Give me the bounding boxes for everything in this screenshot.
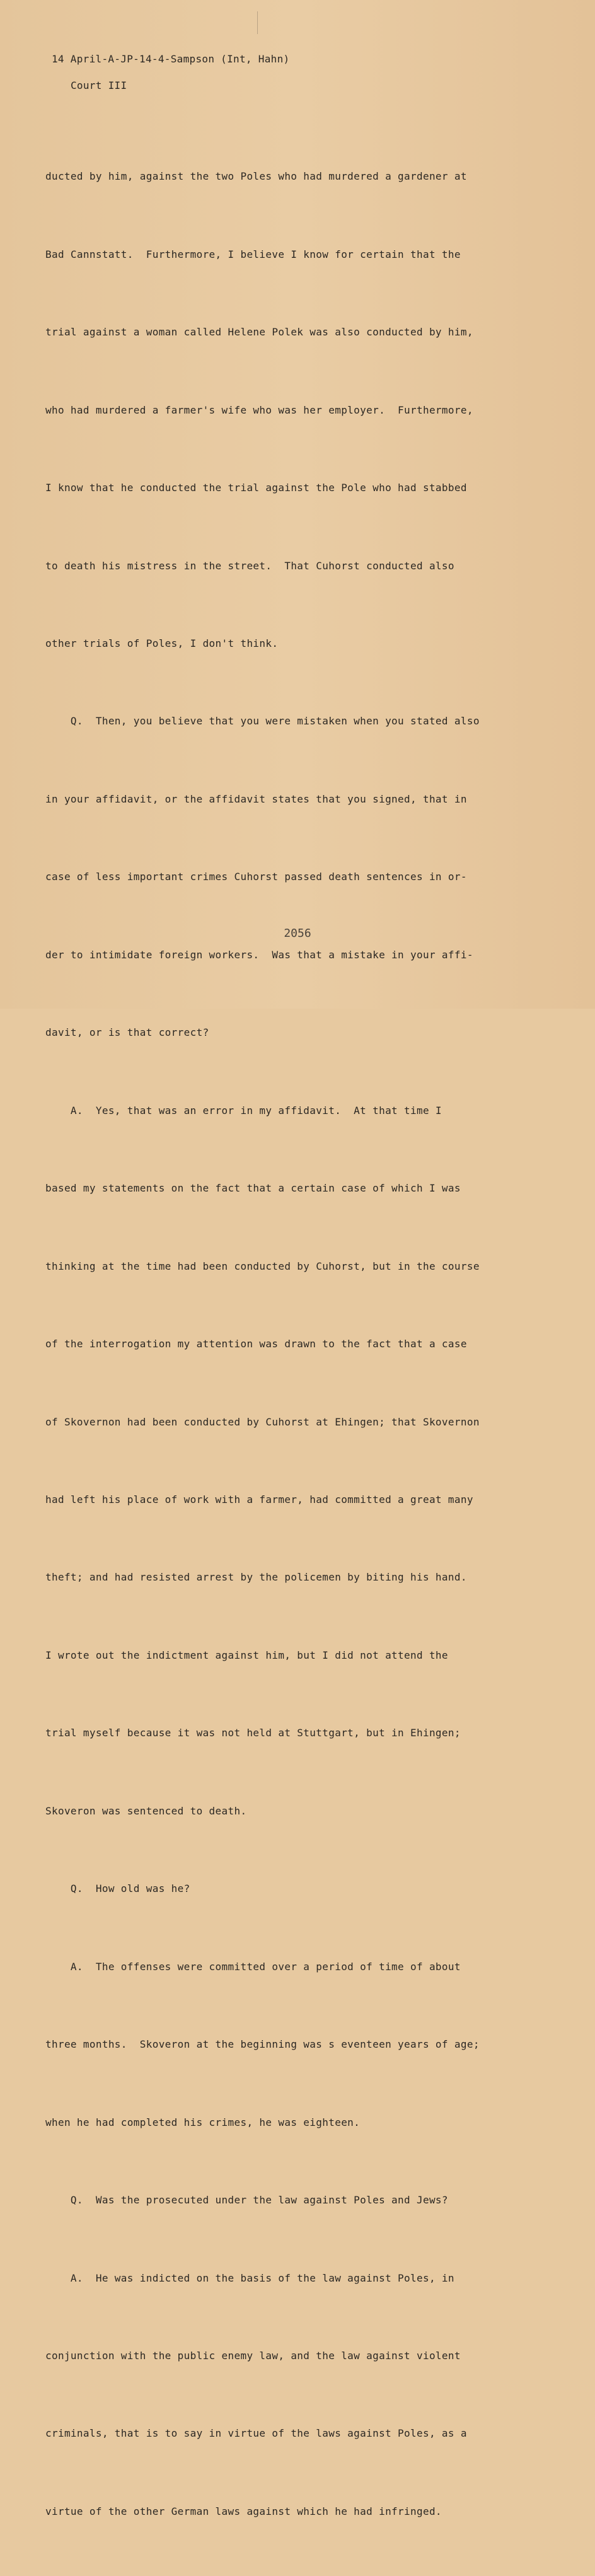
- document-header: 14 April-A-JP-14-4-Sampson (Int, Hahn): [52, 53, 290, 65]
- transcript-line: virtue of the other German laws against which he had infringed.: [45, 2505, 442, 2517]
- transcript-line: trial myself because it was not held at Stuttgart, but in Ehingen;: [45, 1727, 461, 1739]
- transcript-line: criminals, that is to say in virtue of the laws against Poles, as a: [45, 2427, 467, 2440]
- transcript-line: thinking at the time had been conducted by Cuhorst, but in the course: [45, 1260, 480, 1272]
- transcript-line: other trials of Poles, I don't think.: [45, 637, 279, 650]
- transcript-line: of the interrogation my attention was drawn to the fact that a case: [45, 1338, 467, 1350]
- transcript-line: Bad Cannstatt. Furthermore, I believe I know for certain that the: [45, 248, 461, 260]
- transcript-line: A. He was indicted on the basis of the law against Poles, in: [45, 2271, 454, 2284]
- transcript-line: I wrote out the indictment against him, but I did not attend the: [45, 1649, 448, 1661]
- transcript-line: A. Yes, that was an error in my affidavit. At that time I: [45, 1104, 442, 1117]
- transcript-line: had left his place of work with a farmer, had committed a great many: [45, 1494, 473, 1506]
- transcript-line: ducted by him, against the two Poles who had murdered a gardener at: [45, 170, 467, 183]
- court-label: Court III: [71, 79, 127, 91]
- transcript-line: davit, or is that correct?: [45, 1026, 209, 1039]
- transcript-line: trial against a woman called Helene Polek was also conducted by him,: [45, 326, 473, 339]
- transcript-line: A. The offenses were committed over a period of time of about: [45, 1960, 461, 1973]
- transcript-line: who had murdered a farmer's wife who was her employer. Furthermore,: [45, 403, 473, 416]
- transcript-line: Q. Then, you believe that you were mistaken when you stated also: [45, 715, 480, 728]
- transcript-line: case of less important crimes Cuhorst passed death sentences in or-: [45, 871, 467, 883]
- transcript-line: I know that he conducted the trial against the Pole who had stabbed: [45, 482, 467, 494]
- transcript-line: to death his mistress in the street. That Cuhorst conducted also: [45, 559, 454, 572]
- page-number: 2056: [284, 927, 311, 940]
- transcript-line: in your affidavit, or the affidavit states that you signed, that in: [45, 792, 467, 805]
- transcript-line: based my statements on the fact that a certain case of which I was: [45, 1182, 461, 1195]
- transcript-line: conjunction with the public enemy law, and the law against violent: [45, 2350, 461, 2362]
- transcript-line: Skoveron was sentenced to death.: [45, 1804, 247, 1817]
- transcript-line: three months. Skoveron at the beginning was s eventeen years of age;: [45, 2038, 480, 2051]
- paper-crease-mark: [257, 11, 258, 34]
- transcript-line: when he had completed his crimes, he was eighteen.: [45, 2116, 361, 2128]
- transcript-line: der to intimidate foreign workers. Was that a mistake in your affi-: [45, 948, 473, 961]
- transcript-line: Q. How old was he?: [45, 1883, 190, 1895]
- transcript-line: theft; and had resisted arrest by the policemen by biting his hand.: [45, 1571, 467, 1584]
- transcript-body: [45, 112, 550, 2576]
- transcript-line: of Skovernon had been conducted by Cuhorst at Ehingen; that Skovernon: [45, 1415, 480, 1428]
- transcript-line: Q. Was the prosecuted under the law against Poles and Jews?: [45, 2194, 448, 2207]
